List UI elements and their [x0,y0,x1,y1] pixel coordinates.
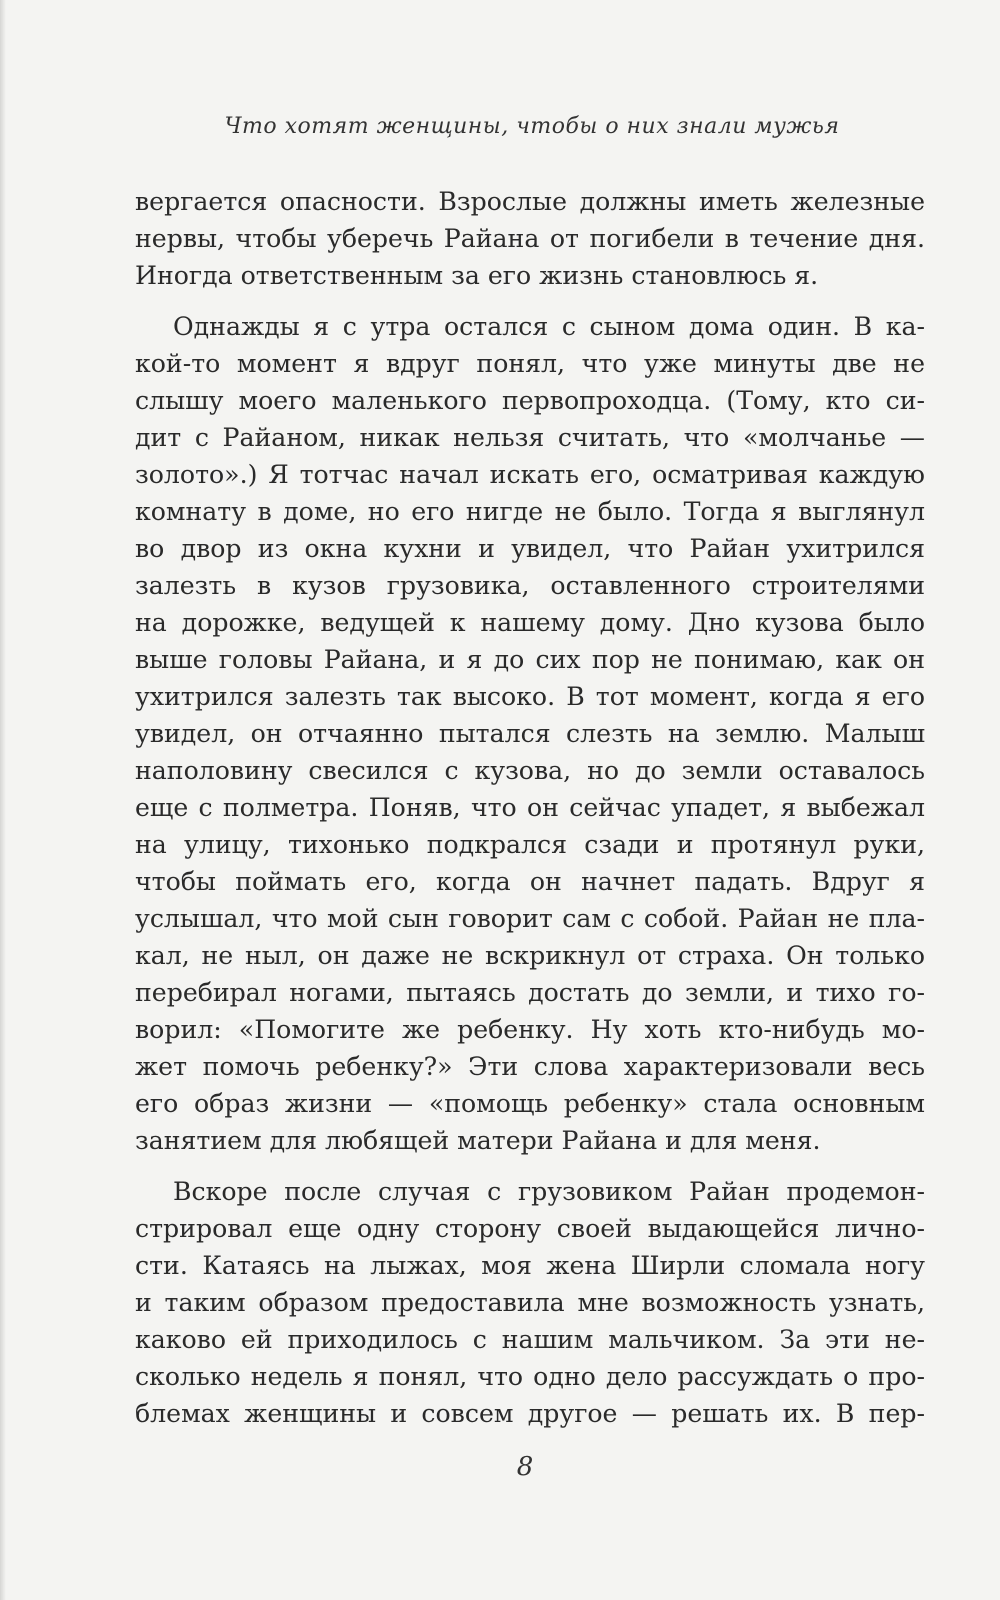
text-line: жет помочь ребенку?» Эти слова характеризовали весь [135,1052,925,1081]
body-text [135,183,925,1432]
text-line: еще с полметра. Поняв, что он сейчас упадет, я выбежал [135,793,925,822]
page-number: 8 [516,1452,534,1482]
text-line: кой-то момент я вдруг понял, что уже минуты две не [135,349,925,378]
running-head: Что хотят женщины, чтобы о них знали мужья [224,114,840,139]
text-line: на дорожке, ведущей к нашему дому. Дно кузова было [135,608,925,637]
paragraph-gap [135,294,925,308]
text-line: занятием для любящей матери Райана и для меня. [135,1126,821,1155]
text-line: во двор из окна кухни и увидел, что Райан ухитрился [135,534,925,563]
page-edge-shadow [0,0,6,1600]
text-line: чтобы поймать его, когда он начнет падать. Вдруг я [135,867,925,896]
text-line: комнату в доме, но его нигде не было. Тогда я выглянул [135,497,925,526]
text-line: Иногда ответственным за его жизнь становлюсь я. [135,261,819,290]
text-line: увидел, он отчаянно пытался слезть на землю. Малыш [135,719,925,748]
text-line: нервы, чтобы уберечь Райана от погибели в течение дня. [135,224,925,253]
text-line: на улицу, тихонько подкрался сзади и протянул руки, [135,830,925,859]
text-line: вергается опасности. Взрослые должны иметь железные [135,187,925,216]
text-line: сти. Катаясь на лыжах, моя жена Ширли сломала ногу [135,1251,925,1280]
paragraph-gap [135,1159,925,1173]
text-line: сколько недель я понял, что одно дело рассуждать о про- [135,1362,925,1391]
text-line: ворил: «Помогите же ребенку. Ну хоть кто-нибудь мо- [135,1015,925,1044]
text-line: каково ей приходилось с нашим мальчиком. За эти не- [135,1325,925,1354]
text-line: золото».) Я тотчас начал искать его, осматривая каждую [135,460,925,489]
text-line: ухитрился залезть так высоко. В тот момент, когда я его [135,682,925,711]
text-line: выше головы Райана, и я до сих пор не понимаю, как он [135,645,925,674]
text-line: кал, не ныл, он даже не вскрикнул от страха. Он только [135,941,925,970]
text-line: его образ жизни — «помощь ребенку» стала основным [135,1089,925,1118]
text-line: Вскоре после случая с грузовиком Райан продемон- [173,1177,925,1206]
text-line: дит с Райаном, никак нельзя считать, что «молчанье — [135,423,925,452]
text-line: услышал, что мой сын говорит сам с собой. Райан не пла- [135,904,925,933]
text-line: наполовину свесился с кузова, но до земли оставалось [135,756,925,785]
text-line: Однажды я с утра остался с сыном дома один. В ка- [173,312,925,341]
text-line: стрировал еще одну сторону своей выдающейся лично- [135,1214,925,1243]
text-line: слышу моего маленького первопроходца. (Тому, кто си- [135,386,925,415]
text-line: и таким образом предоставила мне возможность узнать, [135,1288,925,1317]
text-line: залезть в кузов грузовика, оставленного строителями [135,571,925,600]
text-line: блемах женщины и совсем другое — решать их. В пер- [135,1399,925,1428]
text-line: перебирал ногами, пытаясь достать до земли, и тихо го- [135,978,925,1007]
